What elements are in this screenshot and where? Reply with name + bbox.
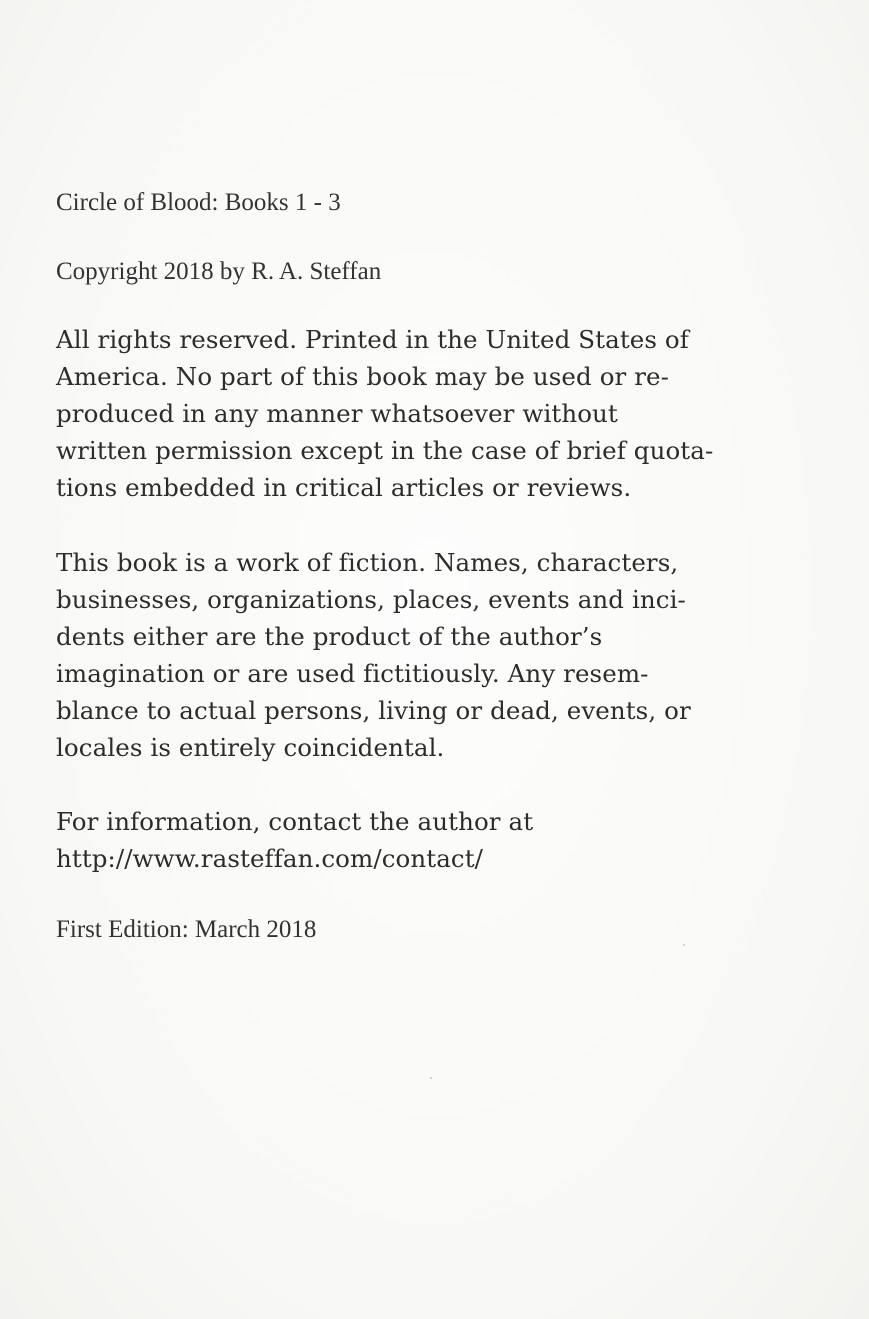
book-title: Circle of Blood: Books 1 - 3 <box>56 189 341 216</box>
fiction-line: dents either are the product of the author’s <box>56 622 603 651</box>
fiction-disclaimer-paragraph <box>56 544 816 766</box>
rights-line: produced in any manner whatsoever without <box>56 399 618 428</box>
paper-speck <box>430 1077 432 1079</box>
fiction-line: This book is a work of fiction. Names, characters, <box>56 548 679 577</box>
contact-url: http://www.rasteffan.com/contact/ <box>56 844 484 873</box>
rights-line: All rights reserved. Printed in the United States of <box>56 325 689 354</box>
rights-line: America. No part of this book may be used or re- <box>56 362 670 391</box>
fiction-line: businesses, organizations, places, events and inci- <box>56 585 686 614</box>
copyright-notice: Copyright 2018 by R. A. Steffan <box>56 258 382 285</box>
fiction-line: imagination or are used fictitiously. Any resem- <box>56 659 649 688</box>
fiction-line: locales is entirely coincidental. <box>56 733 445 762</box>
contact-line: For information, contact the author at <box>56 807 534 836</box>
rights-paragraph <box>56 321 816 506</box>
fiction-line: blance to actual persons, living or dead, events, or <box>56 696 691 725</box>
edition-notice: First Edition: March 2018 <box>56 916 317 943</box>
rights-line: written permission except in the case of brief quota- <box>56 436 714 465</box>
rights-line: tions embedded in critical articles or reviews. <box>56 473 632 502</box>
contact-paragraph <box>56 803 816 877</box>
paper-speck <box>683 944 685 946</box>
